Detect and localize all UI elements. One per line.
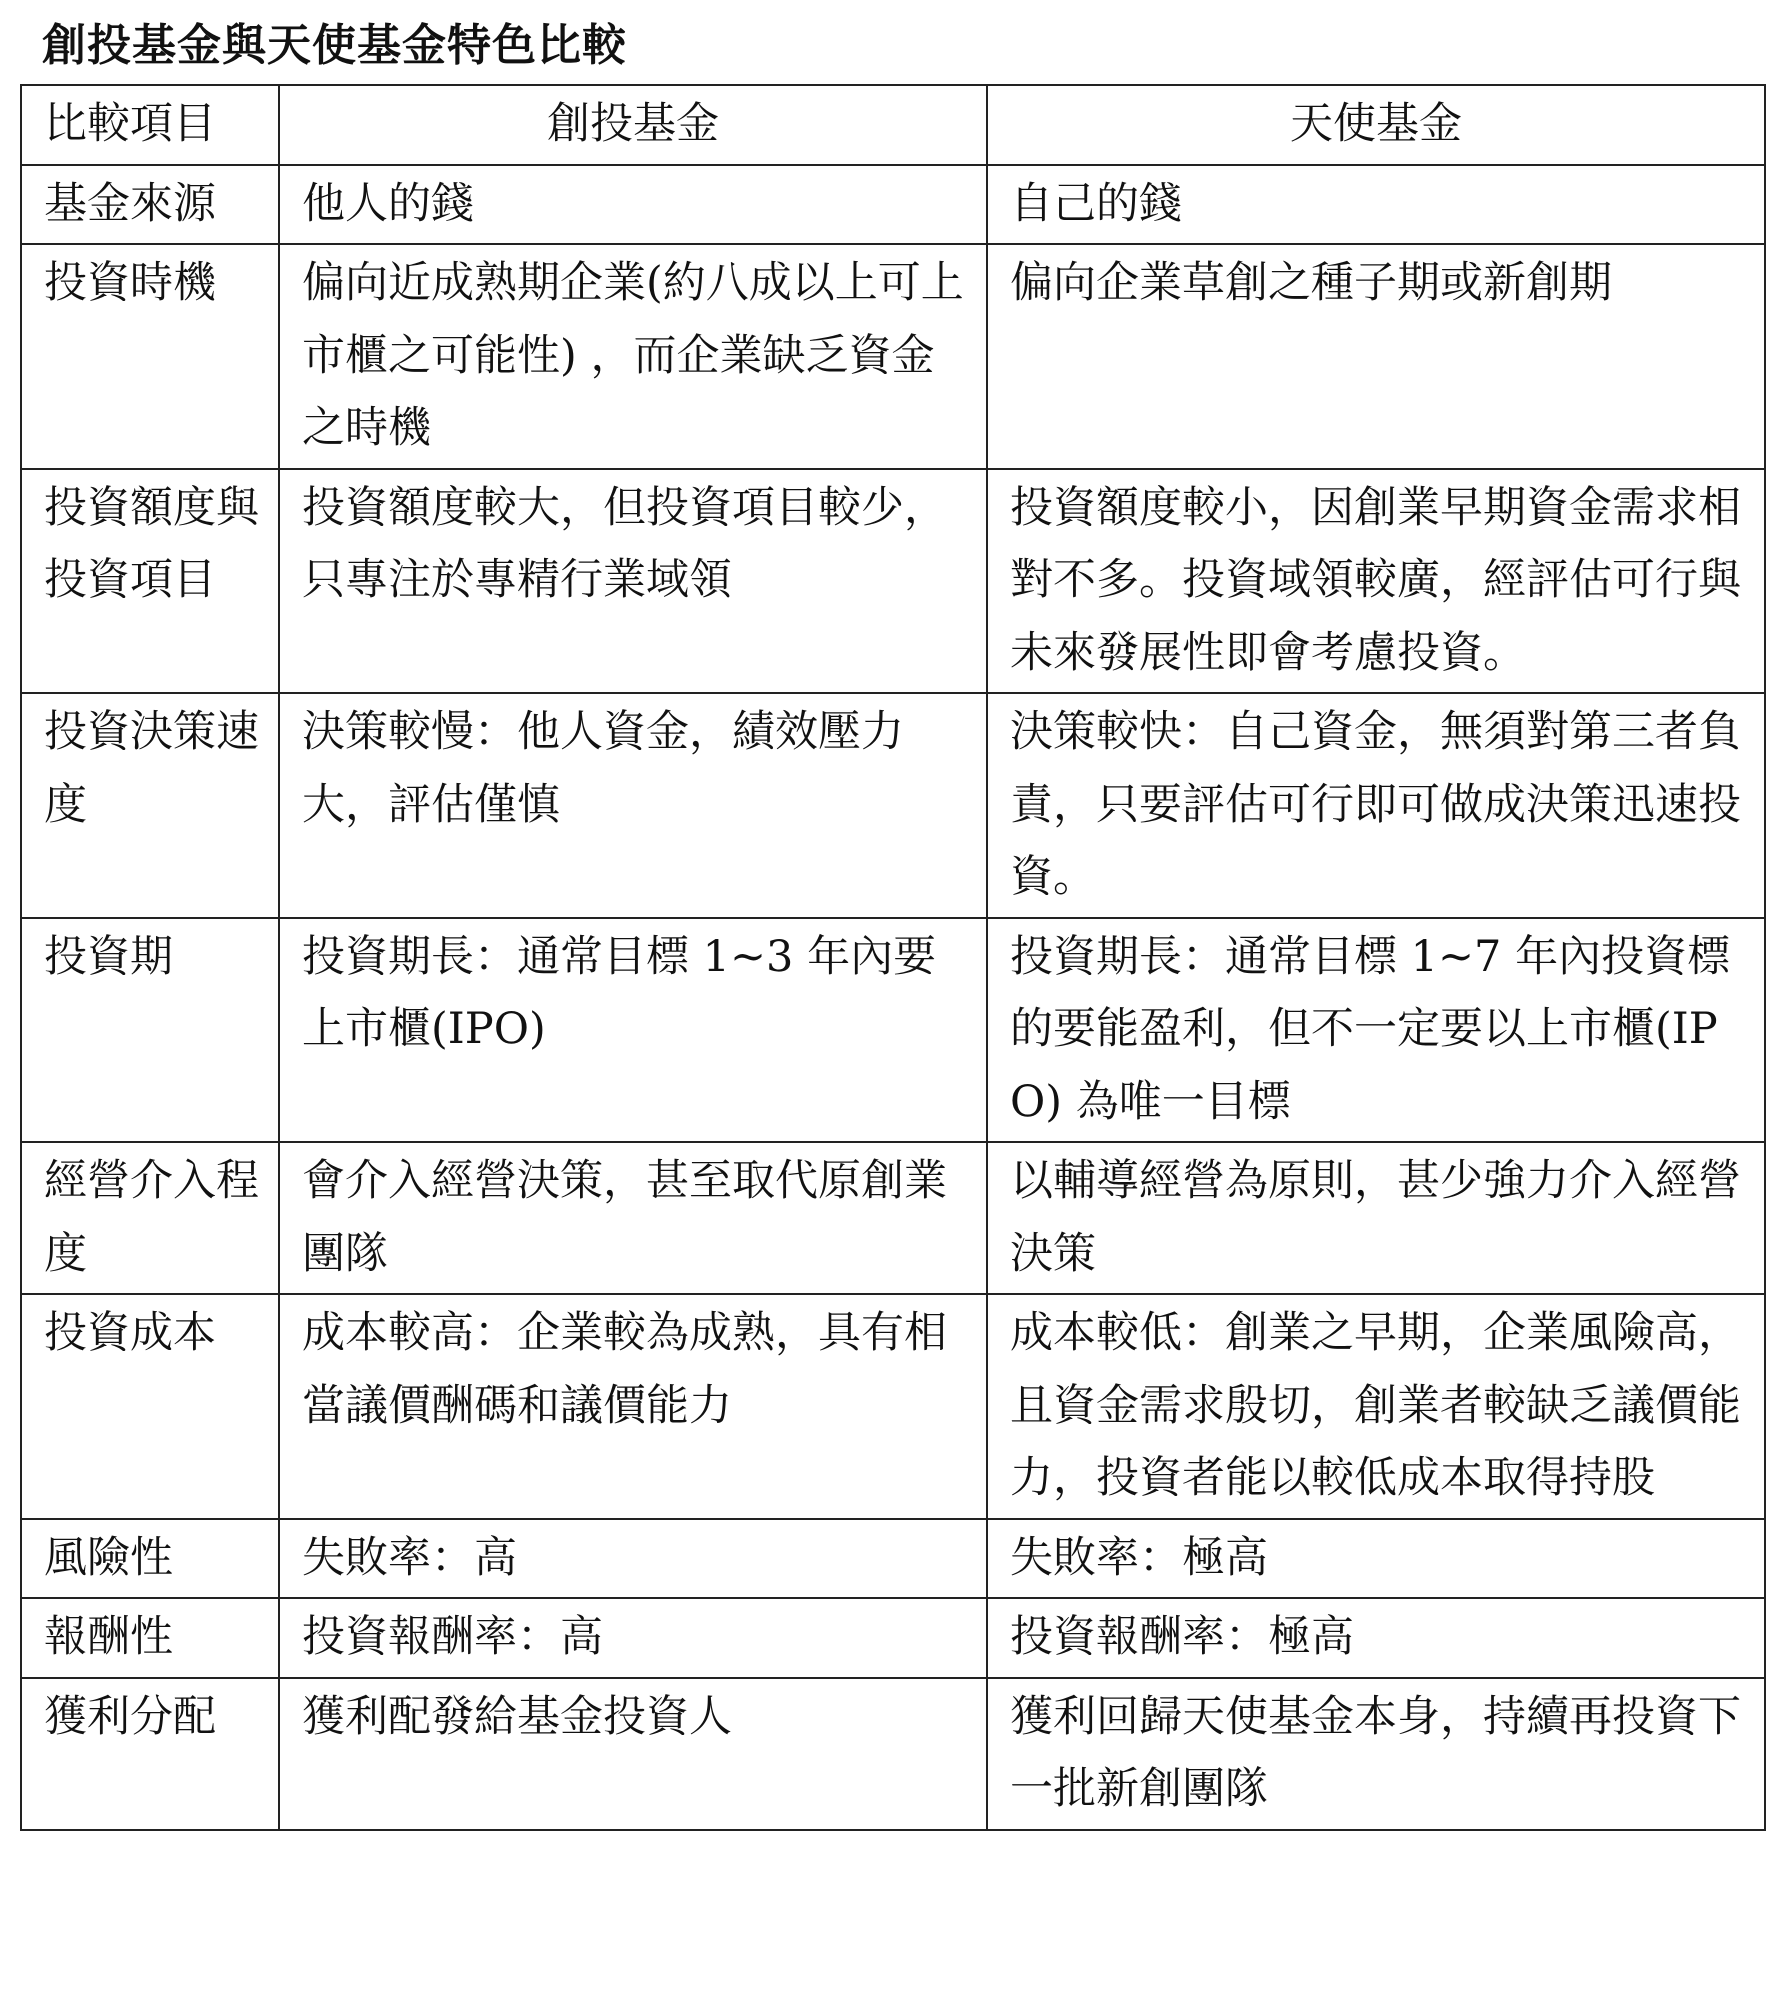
angel-cell: 自己的錢	[987, 165, 1765, 245]
angel-cell: 成本較低：創業之早期，企業風險高，且資金需求殷切，創業者較缺乏議價能力，投資者能以較低成本取得持股	[987, 1294, 1765, 1519]
row-label: 獲利分配	[21, 1678, 279, 1830]
row-label: 投資時機	[21, 244, 279, 469]
row-label: 投資成本	[21, 1294, 279, 1519]
vc-cell: 投資報酬率：高	[279, 1598, 987, 1678]
header-item: 比較項目	[21, 85, 279, 165]
header-row	[21, 85, 1765, 165]
table-row	[21, 469, 1765, 694]
table-row	[21, 1142, 1765, 1294]
vc-cell: 投資期長：通常目標 1~3 年內要上市櫃(IPO)	[279, 918, 987, 1143]
row-label: 投資額度與投資項目	[21, 469, 279, 694]
table-row	[21, 244, 1765, 469]
vc-cell: 失敗率：高	[279, 1519, 987, 1599]
table-row	[21, 1598, 1765, 1678]
vc-cell: 他人的錢	[279, 165, 987, 245]
row-label: 投資決策速度	[21, 693, 279, 918]
table-row	[21, 1519, 1765, 1599]
row-label: 基金來源	[21, 165, 279, 245]
row-label: 經營介入程度	[21, 1142, 279, 1294]
header-vc: 創投基金	[279, 85, 987, 165]
table-row	[21, 693, 1765, 918]
table-row	[21, 1294, 1765, 1519]
table-row	[21, 165, 1765, 245]
angel-cell: 獲利回歸天使基金本身，持續再投資下一批新創團隊	[987, 1678, 1765, 1830]
vc-cell: 決策較慢：他人資金，績效壓力大，評估僅慎	[279, 693, 987, 918]
angel-cell: 偏向企業草創之種子期或新創期	[987, 244, 1765, 469]
angel-cell: 以輔導經營為原則，甚少強力介入經營決策	[987, 1142, 1765, 1294]
page-title: 創投基金與天使基金特色比較	[42, 20, 627, 71]
comparison-table	[20, 84, 1766, 1831]
row-label: 投資期	[21, 918, 279, 1143]
vc-cell: 偏向近成熟期企業(約八成以上可上市櫃之可能性) ，而企業缺乏資金之時機	[279, 244, 987, 469]
row-label: 報酬性	[21, 1598, 279, 1678]
header-angel: 天使基金	[987, 85, 1765, 165]
vc-cell: 成本較高：企業較為成熟，具有相當議價酬碼和議價能力	[279, 1294, 987, 1519]
table-row	[21, 1678, 1765, 1830]
vc-cell: 獲利配發給基金投資人	[279, 1678, 987, 1830]
angel-cell: 決策較快：自己資金，無須對第三者負責，只要評估可行即可做成決策迅速投資。	[987, 693, 1765, 918]
row-label: 風險性	[21, 1519, 279, 1599]
vc-cell: 會介入經營決策，甚至取代原創業團隊	[279, 1142, 987, 1294]
angel-cell: 失敗率：極高	[987, 1519, 1765, 1599]
angel-cell: 投資報酬率：極高	[987, 1598, 1765, 1678]
angel-cell: 投資期長：通常目標 1~7 年內投資標的要能盈利，但不一定要以上市櫃(IPO) 為唯一目標	[987, 918, 1765, 1143]
angel-cell: 投資額度較小，因創業早期資金需求相對不多。投資域領較廣，經評估可行與未來發展性即會考慮投資。	[987, 469, 1765, 694]
table-row	[21, 918, 1765, 1143]
vc-cell: 投資額度較大，但投資項目較少，只專注於專精行業域領	[279, 469, 987, 694]
